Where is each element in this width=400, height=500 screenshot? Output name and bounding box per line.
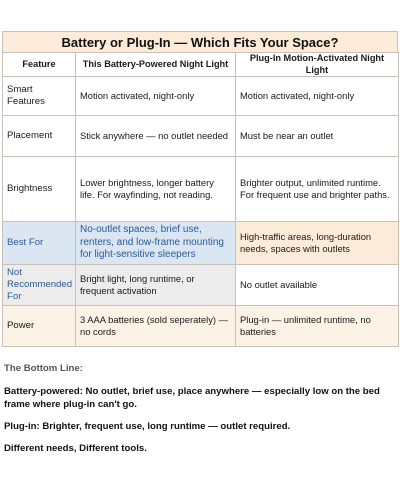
- comparison-table: [2, 52, 399, 347]
- row-label: Smart Features: [3, 77, 76, 116]
- plugin-cell: High-traffic areas, long-duration needs, spaces with outlets: [236, 222, 399, 265]
- battery-cell: No-outlet spaces, brief use, renters, and low-frame mounting for light-sensitive sleepers: [76, 222, 236, 265]
- plugin-cell: Plug-in — unlimited runtime, no batteries: [236, 306, 399, 347]
- battery-cell: Bright light, long runtime, or frequent activation: [76, 265, 236, 306]
- table-row: [3, 116, 399, 157]
- bottom-line-section: [4, 363, 394, 465]
- bottom-line-plugin: Plug-in: Brighter, frequent use, long runtime — outlet required.: [4, 420, 291, 432]
- column-header-battery: This Battery-Powered Night Light: [76, 53, 236, 77]
- battery-cell: Lower brightness, longer battery life. For wayfinding, not reading.: [76, 157, 236, 222]
- row-label: Brightness: [3, 157, 76, 222]
- table-row: [3, 222, 399, 265]
- table-row: [3, 157, 399, 222]
- column-header-feature: Feature: [3, 53, 76, 77]
- row-label: Power: [3, 306, 76, 347]
- table-row: [3, 306, 399, 347]
- row-label: Placement: [3, 116, 76, 157]
- table-header-row: [3, 53, 399, 77]
- table-row: [3, 265, 399, 306]
- bottom-line-closing: Different needs, Different tools.: [4, 442, 147, 454]
- page-title: Battery or Plug-In — Which Fits Your Space?: [2, 31, 398, 53]
- plugin-cell: Brighter output, unlimited runtime. For frequent use and brighter paths.: [236, 157, 399, 222]
- column-header-plugin: Plug-In Motion-Activated Night Light: [236, 53, 399, 77]
- table-row: [3, 77, 399, 116]
- battery-cell: Motion activated, night-only: [76, 77, 236, 116]
- battery-cell: Stick anywhere — no outlet needed: [76, 116, 236, 157]
- plugin-cell: No outlet available: [236, 265, 399, 306]
- bottom-line-heading: The Bottom Line:: [4, 363, 83, 374]
- plugin-cell: Motion activated, night-only: [236, 77, 399, 116]
- bottom-line-battery: Battery-powered: No outlet, brief use, place anywhere — especially low on the bed frame where plug-in can't go.: [4, 385, 380, 410]
- row-label: Not Recommended For: [3, 265, 76, 306]
- plugin-cell: Must be near an outlet: [236, 116, 399, 157]
- row-label: Best For: [3, 222, 76, 265]
- battery-cell: 3 AAA batteries (sold seperately) — no cords: [76, 306, 236, 347]
